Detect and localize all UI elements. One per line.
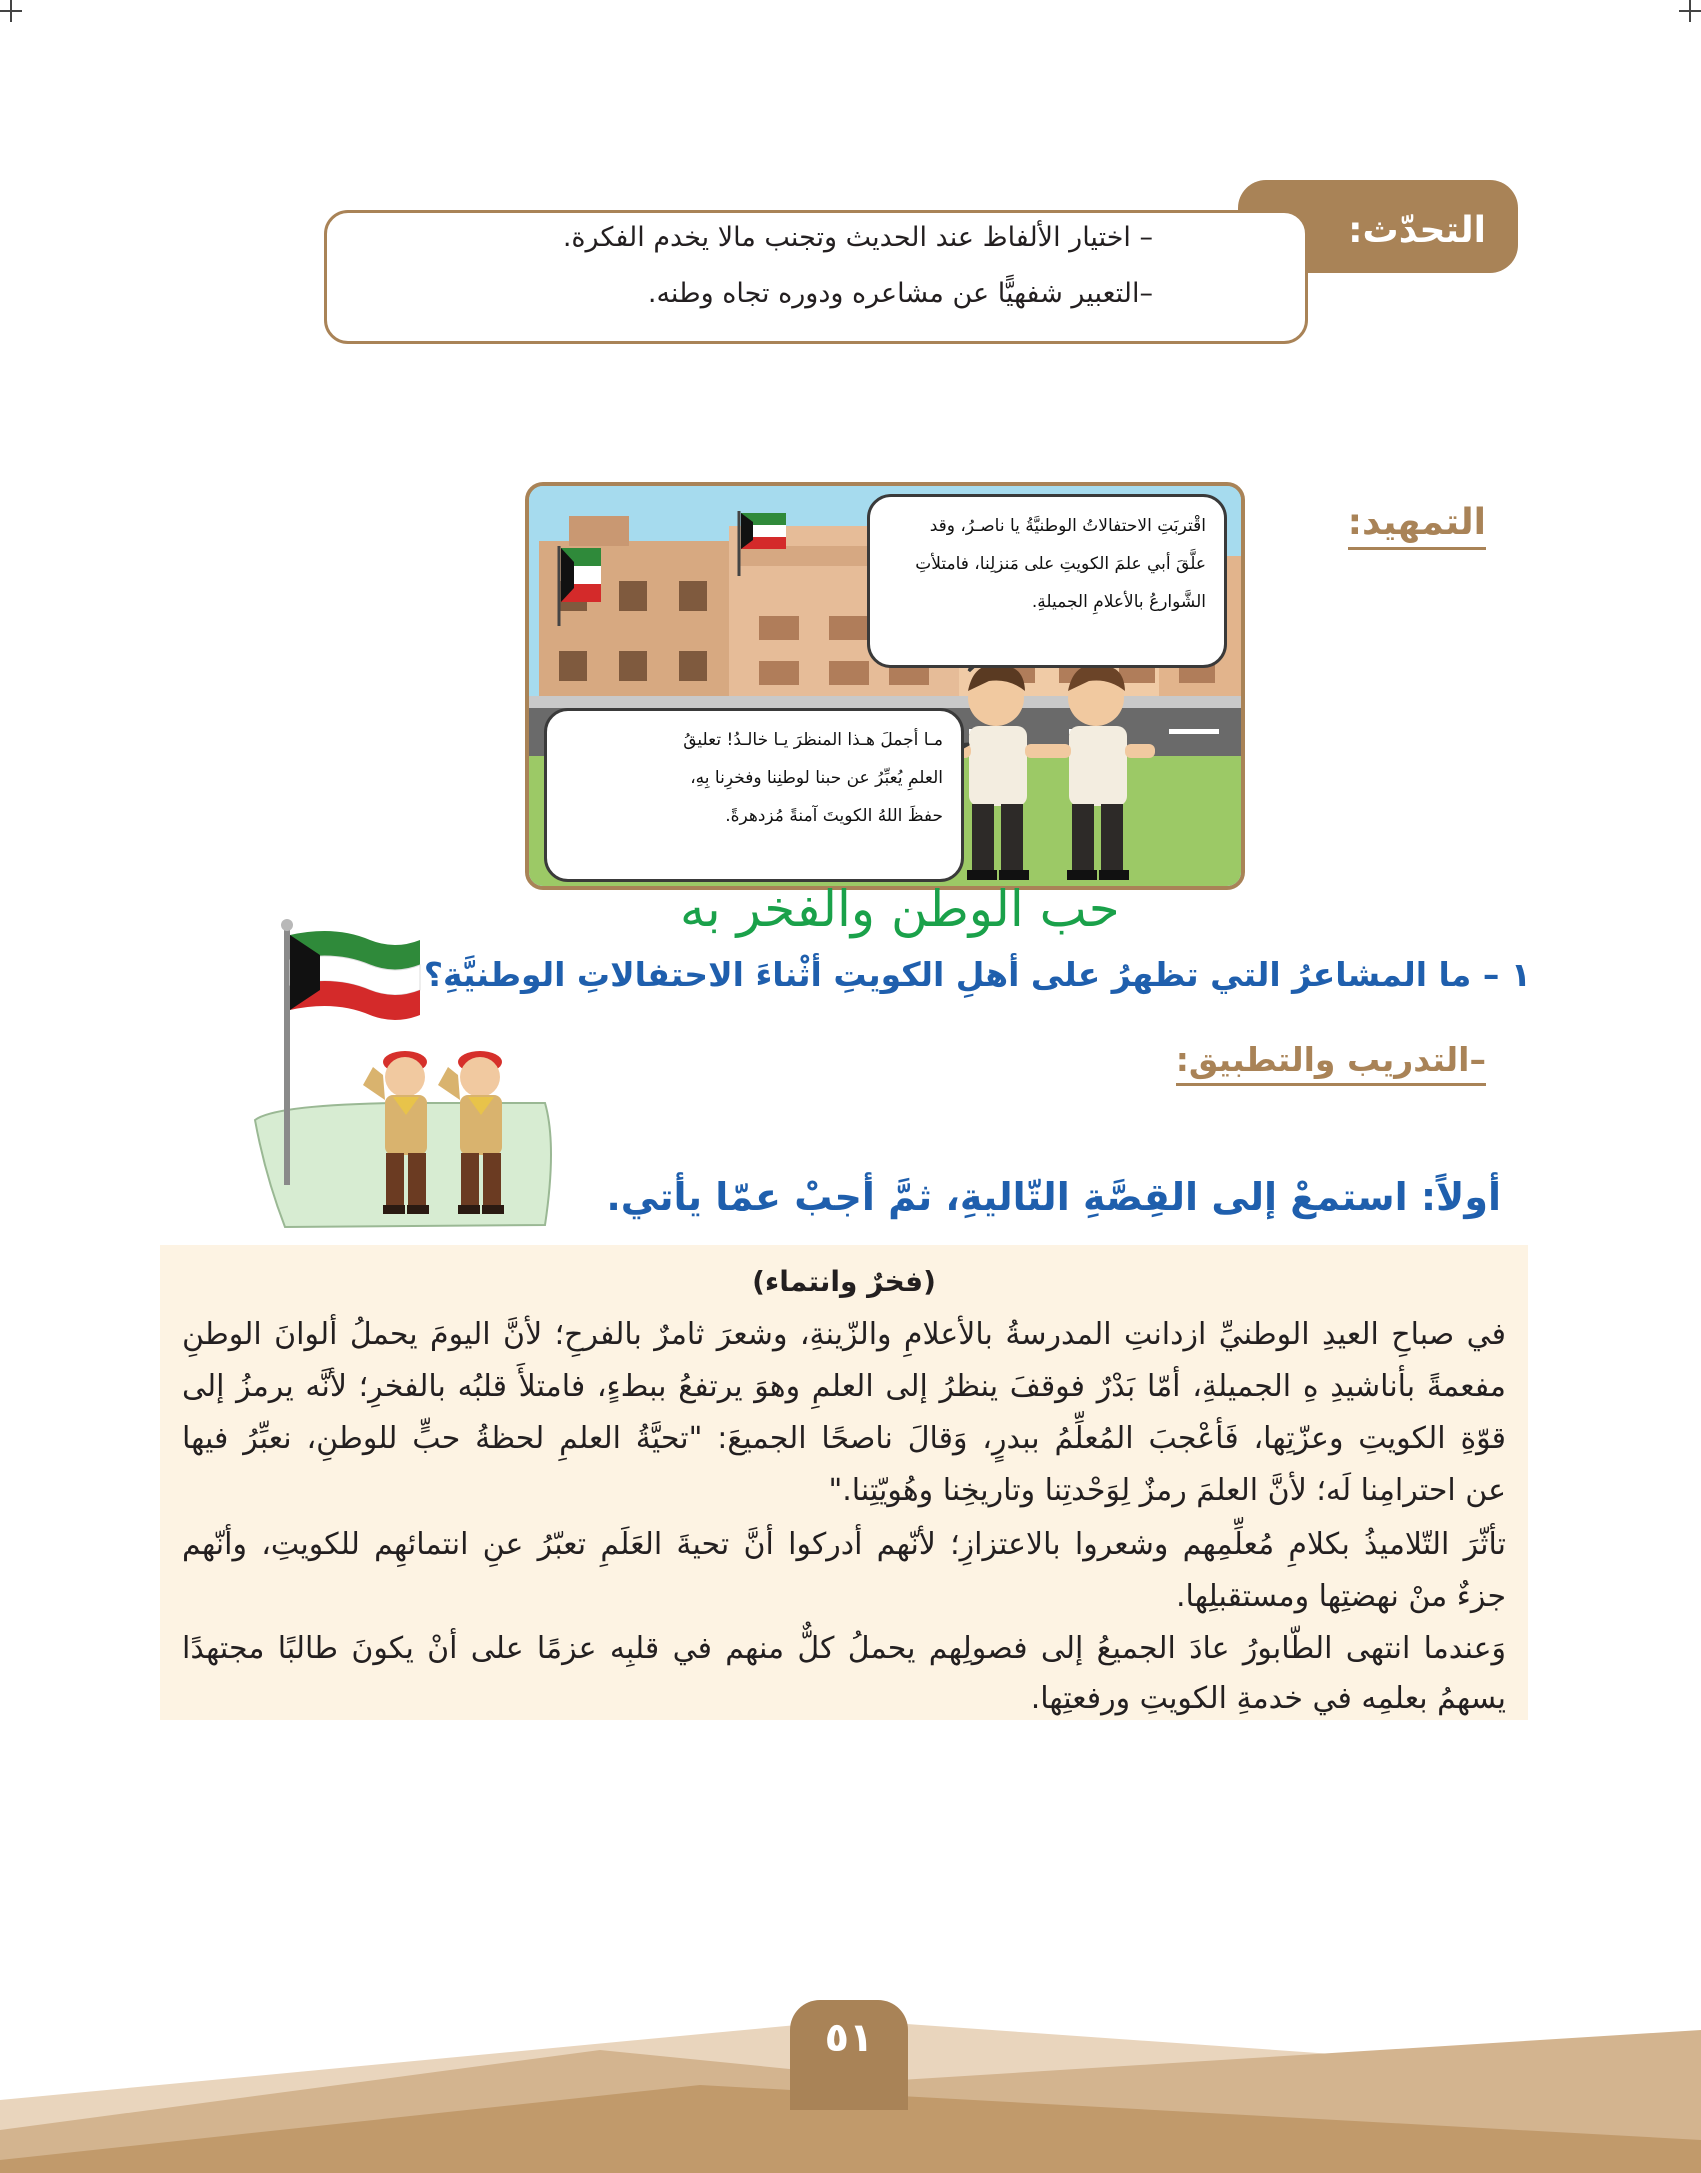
- story-line: مفعمةً بأناشيدِ هِ الجميلةِ، أمّا بَدْرٌ فوقفَ ينظرُ إلى العلمِ وهوَ يرتفعُ ببطءٍ، فامتلأَ قلبُه بالفخرِ؛ لأنَّه يرمزُ إلى: [182, 1369, 1506, 1404]
- question-1: ١ – ما المشاعرُ التي تظهرُ على أهلِ الكويتِ أثْناءَ الاحتفالاتِ الوطنيَّةِ؟: [423, 955, 1531, 994]
- story-line: قوّةِ الكويتِ وعزّتِها، فَأعْجبَ المُعلِّمُ ببدرٍ، وَقالَ ناصحًا الجميعَ: "تحيَّةُ العلمِ لحظةُ حبٍّ للوطنِ، نعبِّرُ فيها: [182, 1421, 1506, 1456]
- bubble-line: علَّقَ أبي علمَ الكويتِ على مَنزلِنا، فامتلأتِ: [915, 554, 1206, 574]
- warmup-title: التمهيد:: [1348, 502, 1486, 550]
- bubble-line: مـا أجملَ هـذا المنظرَ يـا خالـدُ! تعليقُ: [683, 730, 943, 750]
- warmup-illustration: [525, 482, 1245, 890]
- story-line: وَعندما انتهى الطّابورُ عادَ الجميعُ إلى فصولِهم يحملُ كلٌّ منهم في قلبِه عزمًا على أنْ يكونَ طالبًا مجتهدًا: [182, 1631, 1506, 1666]
- story-title: (فخرٌ وانتماء): [752, 1265, 936, 1298]
- bubble-line: الشَّوارعُ بالأعلامِ الجميلةِ.: [1031, 592, 1206, 612]
- speaking-point: – اختيار الألفاظ عند الحديث وتجنب مالا يخدم الفكرة.: [562, 222, 1153, 253]
- story-box: [160, 1245, 1528, 1720]
- speaking-point: –التعبير شفهيًّا عن مشاعره ودوره تجاه وطنه.: [647, 278, 1153, 309]
- listening-instruction: أولاً: استمعْ إلى القِصَّةِ التّاليةِ، ثمَّ أجبْ عمّا يأتي.: [606, 1175, 1501, 1219]
- speech-bubble-khaled: [544, 708, 964, 882]
- story-line: يسهمُ بعلمِه في خدمةِ الكويتِ ورفعتِها.: [1030, 1681, 1506, 1716]
- story-line: جزءٌ منْ نهضتِها ومستقبلِها.: [1176, 1579, 1506, 1614]
- practice-title: –التدريب والتطبيق:: [1176, 1040, 1486, 1086]
- lesson-theme-title: حب الوطن والفخر به: [680, 880, 1120, 938]
- bubble-line: العلمِ يُعبِّرُ عن حبنا لوطنِنا وفخرِنا بِهِ،: [690, 768, 943, 788]
- crop-mark-right-top: [1679, 10, 1701, 12]
- page-number: ٥١: [824, 2015, 874, 2061]
- scouts-saluting-flag-image: [245, 915, 555, 1230]
- bubble-line: حفظَ اللهُ الكويتَ آمنةً مُزدهرةً.: [725, 806, 943, 826]
- speaking-title: التحدّث:: [1348, 210, 1486, 251]
- story-line: في صباحِ العيدِ الوطنيِّ ازدانتِ المدرسةُ بالأعلامِ والزّينةِ، وشعرَ ثامرٌ بالفرحِ؛ لأنَّ اليومَ يحملُ ألوانَ الوطنِ: [182, 1317, 1506, 1352]
- story-line: تأثّرَ التّلاميذُ بكلامِ مُعلِّمِهم وشعروا بالاعتزازِ؛ لأنّهم أدركوا أنَّ تحيةَ العَلَمِ تعبّرُ عنِ انتمائهِم للكويتِ، وأنّهم: [182, 1527, 1506, 1562]
- crop-mark-left-top: [0, 10, 22, 12]
- bubble-line: اقْتربَتِ الاحتفالاتُ الوطنيَّةُ يا ناصـرُ، وقد: [929, 516, 1206, 536]
- speech-bubble-nasser: [867, 494, 1227, 668]
- story-line: عن احترامِنا لَه؛ لأنَّ العلمَ رمزٌ لِوَحْدتِنا وتاريخِنا وهُويّتِنا.": [828, 1473, 1506, 1508]
